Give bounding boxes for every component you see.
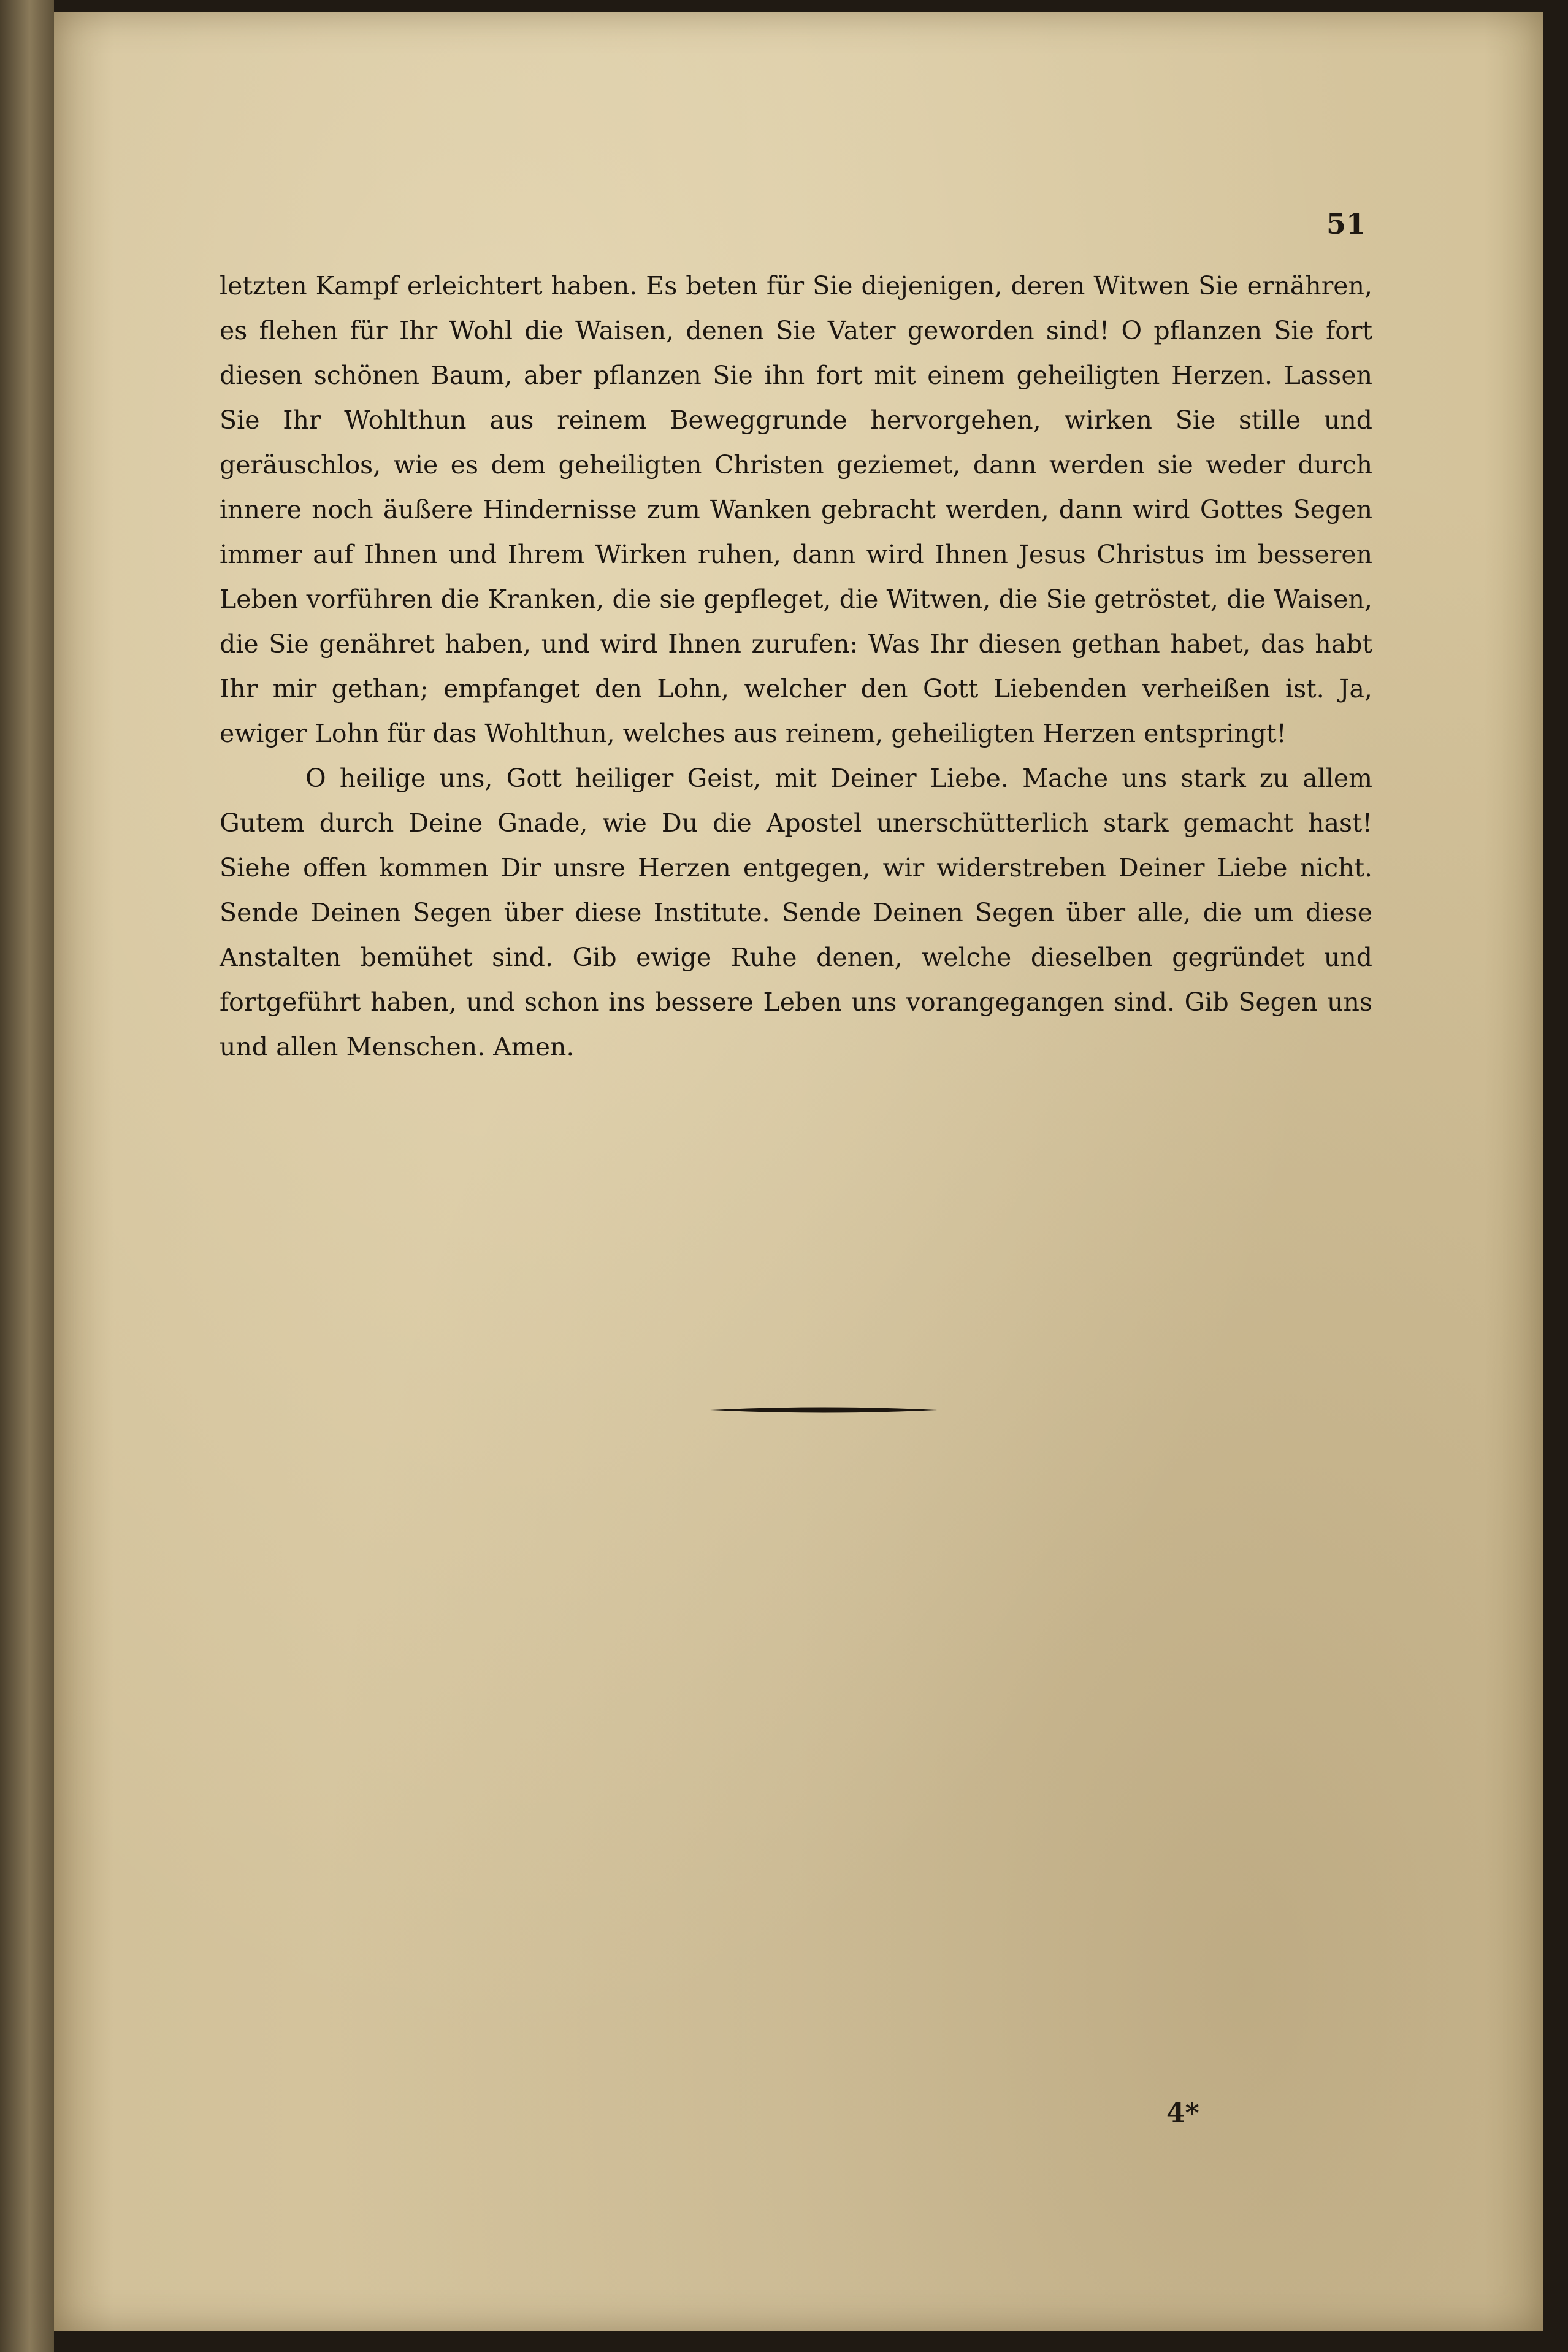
book-page <box>54 12 1543 2331</box>
paragraph-1: letzten Kampf erleichtert haben. Es beten für Sie diejenigen, deren Witwen Sie ernähren, es flehen für Ihr Wohl die Waisen, denen Sie Vater geworden sind! O pflanzen Sie fort diesen schönen Baum, aber pflanzen Sie ihn fort mit einem geheiligten Herzen. Lassen Sie Ihr Wohlthun aus reinem Beweggrunde hervorgehen, wirken Sie stille und geräuschlos, wie es dem geheiligten Christen geziemet, dann werden sie weder durch innere noch äußere Hindernisse zum Wanken gebracht werden, dann wird Gottes Segen immer auf Ihnen und Ihrem Wirken ruhen, dann wird Ihnen Jesus Christus im besseren Leben vorführen die Kranken, die sie gepfleget, die Witwen, die Sie getröstet, die Waisen, die Sie genähret haben, und wird Ihnen zurufen: Was Ihr diesen gethan habet, das habt Ihr mir gethan; empfanget den Lohn, welcher den Gott Liebenden verheißen ist. Ja, ewiger Lohn für das Wohlthun, welches aus reinem, geheiligten Herzen entspringt! <box>220 271 1372 748</box>
page-number: 51 <box>1326 207 1366 240</box>
body-text <box>220 264 1372 1070</box>
section-end-ornament <box>710 1406 937 1414</box>
paragraph-2: O heilige uns, Gott heiliger Geist, mit Deiner Liebe. Mache uns stark zu allem Gutem durch Deine Gnade, wie Du die Apostel unerschütterlich stark gemacht hast! Siehe offen kommen Dir unsre Herzen entgegen, wir widerstreben Deiner Liebe nicht. Sende Deinen Segen über diese Institute. Sende Deinen Segen über alle, die um diese Anstalten bemühet sind. Gib ewige Ruhe denen, welche dieselben gegründet und fortgeführt haben, und schon ins bessere Leben uns vorangegangen sind. Gib Segen uns und allen Menschen. Amen. <box>220 764 1372 1062</box>
signature-mark: 4* <box>1166 2097 1199 2129</box>
previous-page-edge <box>0 0 54 2352</box>
